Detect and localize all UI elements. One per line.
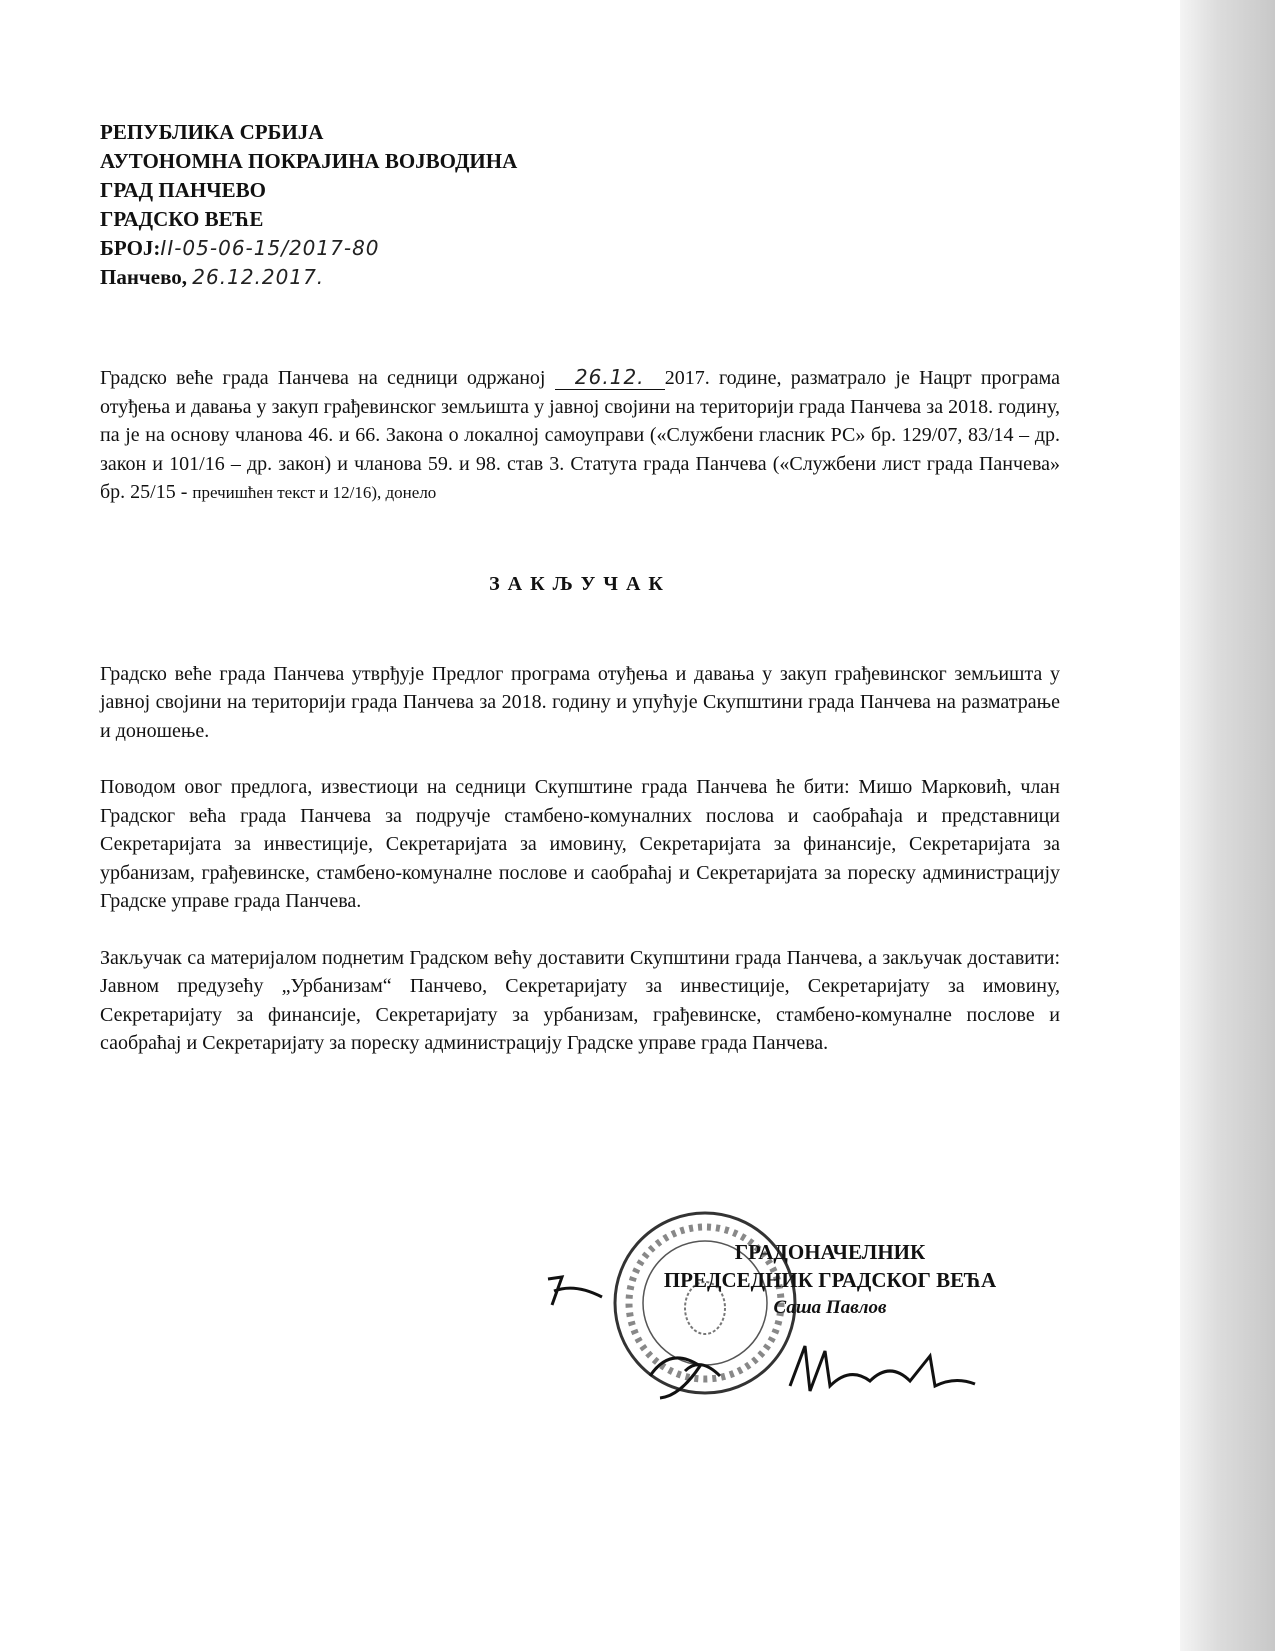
document-header: [100, 118, 1060, 292]
handwritten-mark: [540, 1271, 610, 1311]
handwritten-session-date: 26.12.: [555, 365, 665, 390]
signature-area: [100, 1208, 1060, 1428]
header-line: РЕПУБЛИКА СРБИЈА: [100, 120, 324, 144]
signatory-title: ГРАДОНАЧЕЛНИК: [734, 1239, 926, 1264]
handwritten-date: 26.12.2017.: [192, 265, 325, 289]
document-number: БРОЈ:II-05-06-15/2017-80: [100, 236, 380, 260]
header-line: ГРАД ПАНЧЕВО: [100, 178, 266, 202]
intro-paragraph: Градско веће града Панчева на седници одржаној 26.12. 2017. године, разматрало је Нацрт програма отуђења и давања у закуп грађевинског земљишта у јавној својини на територији града Панчева за 2018. годину, па је на основу чланова 46. и 66. Закона о локалној самоуправи («Службени гласник РС» бр. 129/07, 83/14 – др. закон и 101/16 – др. закон) и чланова 59. и 98. став 3. Статута града Панчева («Службени лист града Панчева» бр. 25/15 - пречишћен текст и 12/16), донело: [100, 365, 1061, 503]
document-title: ЗАКЉУЧАК: [489, 572, 671, 595]
document-place-date: Панчево, 26.12.2017.: [100, 265, 325, 289]
signature-block: [620, 1238, 1040, 1322]
header-line: АУТОНОМНА ПОКРАЈИНА ВОЈВОДИНА: [100, 149, 518, 173]
body-paragraph: Закључак са материјалом поднетим Градском већу доставити Скупштини града Панчева, а закључак доставити: Јавном предузећу „Урбанизам“ Панчево, Секретаријату за инвестиције, Секретаријату за имовину, Секретаријату за финансије, Секретаријату за урбанизам, грађевинске, стамбено-комуналне послове и саобраћај и Секретаријату за пореску администрацију Градске управе града Панчева.: [100, 946, 1060, 1054]
signatory-name: Саша Павлов: [773, 1296, 887, 1318]
handwritten-number: II-05-06-15/2017-80: [160, 236, 380, 260]
header-line: ГРАДСКО ВЕЋЕ: [100, 207, 264, 231]
body-paragraph: Градско веће града Панчева утврђује Предлог програма отуђења и давања у закуп грађевинског земљишта у јавној својини на територији града Панчева за 2018. годину и упућује Скупштини града Панчева на разматрање и доношење.: [100, 662, 1060, 742]
handwritten-signature: [640, 1336, 1000, 1406]
body-paragraph: Поводом овог предлога, известиоци на седници Скупштине града Панчева ће бити: Мишо Марковић, члан Градског већа града Панчева за подручје стамбено-комуналних послова и саобраћаја и представници Секретаријата за инвестиције, Секретаријата за имовину, Секретаријата за финансије, Секретаријата за урбанизам, грађевинске, стамбено-комуналне послове и саобраћај и Секретаријата за пореску администрацију Градске управе града Панчева.: [100, 776, 1060, 912]
scan-edge-shadow: [1180, 0, 1275, 1651]
signatory-role: ПРЕДСЕДНИК ГРАДСКОГ ВЕЋА: [663, 1267, 997, 1292]
